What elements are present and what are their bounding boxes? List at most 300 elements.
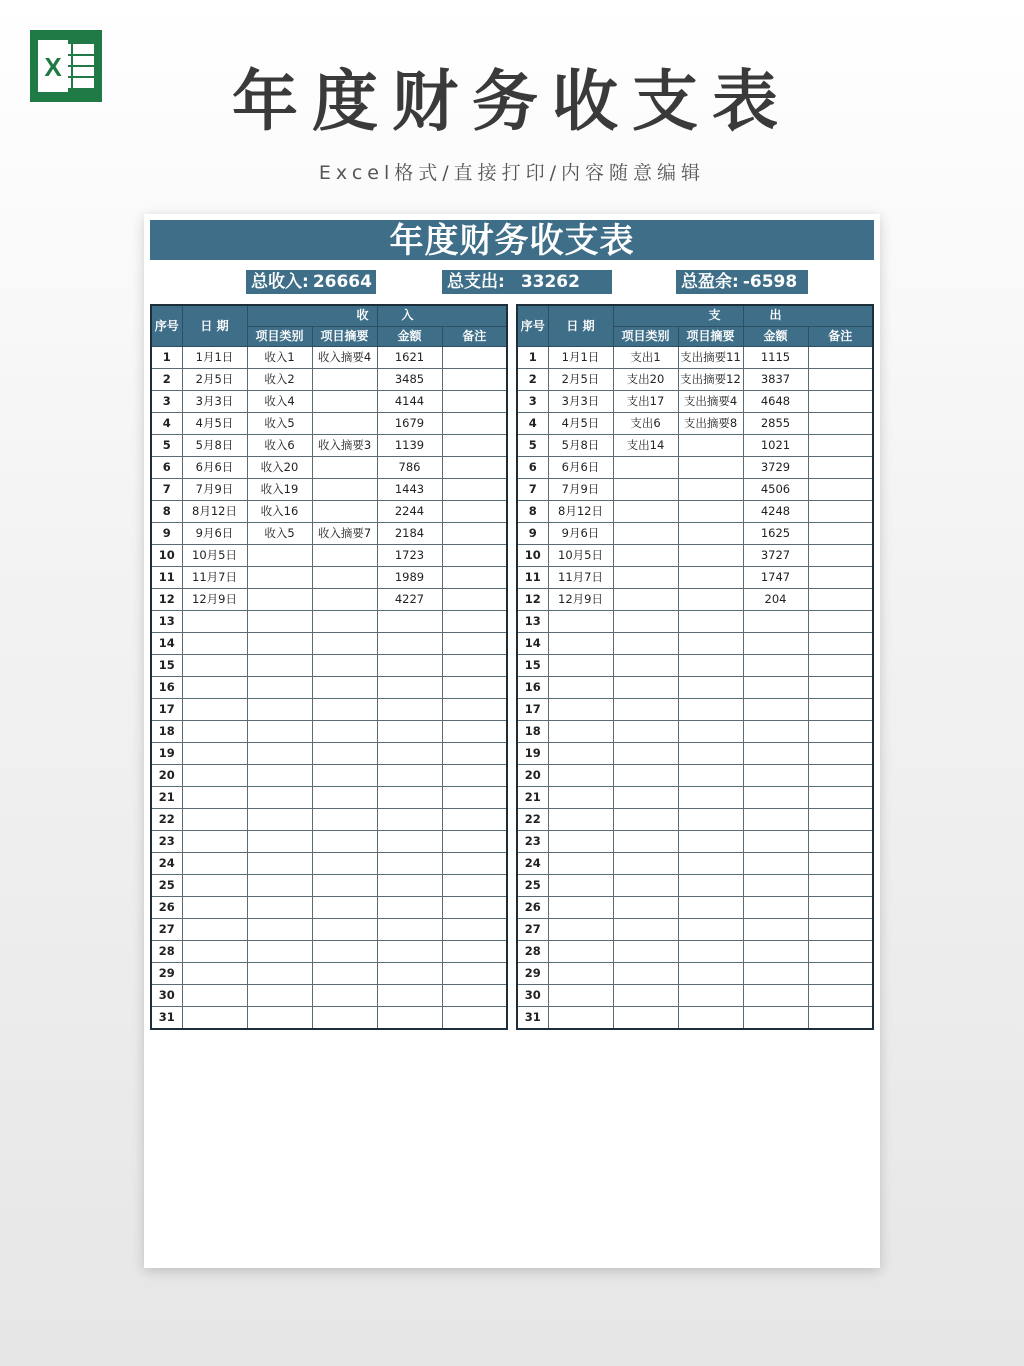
cell-seq[interactable]: 3 (151, 391, 182, 413)
cell-amount[interactable] (377, 633, 442, 655)
cell-amount[interactable] (743, 963, 808, 985)
cell-summary[interactable] (678, 567, 743, 589)
cell-note[interactable] (442, 391, 507, 413)
cell-date[interactable]: 1月1日 (182, 347, 247, 369)
cell-date[interactable] (548, 633, 613, 655)
cell-summary[interactable]: 支出摘要12 (678, 369, 743, 391)
cell-date[interactable] (548, 941, 613, 963)
cell-note[interactable] (808, 721, 873, 743)
cell-summary[interactable] (678, 985, 743, 1007)
cell-seq[interactable]: 27 (517, 919, 548, 941)
cell-summary[interactable] (312, 897, 377, 919)
cell-date[interactable] (548, 743, 613, 765)
cell-category[interactable] (247, 831, 312, 853)
cell-amount[interactable] (743, 611, 808, 633)
cell-date[interactable] (182, 699, 247, 721)
cell-date[interactable] (182, 721, 247, 743)
cell-summary[interactable] (678, 545, 743, 567)
cell-date[interactable] (548, 985, 613, 1007)
cell-category[interactable]: 支出17 (613, 391, 678, 413)
cell-amount[interactable] (377, 941, 442, 963)
cell-note[interactable] (442, 941, 507, 963)
cell-summary[interactable] (678, 765, 743, 787)
cell-category[interactable] (247, 985, 312, 1007)
cell-note[interactable] (442, 809, 507, 831)
cell-seq[interactable]: 31 (151, 1007, 182, 1030)
cell-note[interactable] (808, 501, 873, 523)
cell-summary[interactable] (312, 501, 377, 523)
cell-date[interactable]: 11月7日 (548, 567, 613, 589)
cell-date[interactable] (182, 919, 247, 941)
cell-seq[interactable]: 14 (517, 633, 548, 655)
cell-date[interactable]: 8月12日 (548, 501, 613, 523)
cell-amount[interactable]: 1443 (377, 479, 442, 501)
cell-category[interactable]: 收入5 (247, 413, 312, 435)
cell-summary[interactable] (678, 919, 743, 941)
cell-note[interactable] (808, 875, 873, 897)
cell-seq[interactable]: 10 (517, 545, 548, 567)
cell-amount[interactable] (377, 611, 442, 633)
cell-category[interactable] (247, 611, 312, 633)
cell-date[interactable] (548, 765, 613, 787)
cell-amount[interactable] (377, 699, 442, 721)
cell-summary[interactable] (312, 831, 377, 853)
cell-seq[interactable]: 16 (517, 677, 548, 699)
cell-summary[interactable] (678, 479, 743, 501)
cell-date[interactable] (182, 1007, 247, 1030)
cell-category[interactable] (613, 853, 678, 875)
cell-amount[interactable] (743, 853, 808, 875)
cell-seq[interactable]: 21 (151, 787, 182, 809)
cell-amount[interactable] (743, 1007, 808, 1030)
cell-seq[interactable]: 5 (151, 435, 182, 457)
cell-note[interactable] (808, 743, 873, 765)
cell-seq[interactable]: 6 (517, 457, 548, 479)
cell-summary[interactable]: 收入摘要4 (312, 347, 377, 369)
cell-note[interactable] (442, 479, 507, 501)
cell-category[interactable] (613, 875, 678, 897)
cell-date[interactable] (548, 875, 613, 897)
cell-note[interactable] (808, 347, 873, 369)
cell-amount[interactable] (743, 633, 808, 655)
cell-note[interactable] (442, 369, 507, 391)
cell-date[interactable] (548, 831, 613, 853)
cell-summary[interactable] (678, 963, 743, 985)
cell-date[interactable] (548, 1007, 613, 1030)
cell-amount[interactable]: 4648 (743, 391, 808, 413)
cell-note[interactable] (442, 523, 507, 545)
cell-summary[interactable] (312, 457, 377, 479)
cell-date[interactable] (548, 963, 613, 985)
cell-date[interactable]: 5月8日 (182, 435, 247, 457)
cell-amount[interactable] (743, 699, 808, 721)
cell-summary[interactable] (312, 809, 377, 831)
cell-category[interactable]: 收入5 (247, 523, 312, 545)
cell-summary[interactable] (678, 721, 743, 743)
cell-note[interactable] (808, 1007, 873, 1030)
cell-seq[interactable]: 12 (517, 589, 548, 611)
cell-category[interactable] (247, 743, 312, 765)
cell-category[interactable] (247, 897, 312, 919)
cell-note[interactable] (442, 963, 507, 985)
cell-amount[interactable]: 4506 (743, 479, 808, 501)
cell-seq[interactable]: 31 (517, 1007, 548, 1030)
cell-category[interactable] (613, 523, 678, 545)
cell-summary[interactable] (678, 831, 743, 853)
cell-amount[interactable] (377, 765, 442, 787)
cell-summary[interactable] (312, 1007, 377, 1030)
cell-seq[interactable]: 1 (517, 347, 548, 369)
cell-note[interactable] (808, 787, 873, 809)
cell-amount[interactable] (743, 677, 808, 699)
cell-date[interactable] (182, 655, 247, 677)
cell-seq[interactable]: 20 (151, 765, 182, 787)
cell-seq[interactable]: 23 (151, 831, 182, 853)
cell-seq[interactable]: 6 (151, 457, 182, 479)
cell-amount[interactable] (377, 655, 442, 677)
cell-amount[interactable]: 2855 (743, 413, 808, 435)
cell-summary[interactable] (678, 941, 743, 963)
cell-amount[interactable]: 786 (377, 457, 442, 479)
cell-note[interactable] (442, 875, 507, 897)
cell-amount[interactable]: 1989 (377, 567, 442, 589)
cell-category[interactable] (247, 1007, 312, 1030)
cell-amount[interactable] (743, 743, 808, 765)
cell-date[interactable]: 7月9日 (548, 479, 613, 501)
cell-amount[interactable] (743, 787, 808, 809)
cell-note[interactable] (442, 1007, 507, 1030)
cell-summary[interactable] (312, 545, 377, 567)
cell-amount[interactable]: 2244 (377, 501, 442, 523)
cell-category[interactable] (247, 875, 312, 897)
cell-category[interactable] (613, 677, 678, 699)
cell-note[interactable] (808, 435, 873, 457)
cell-note[interactable] (442, 743, 507, 765)
cell-note[interactable] (442, 831, 507, 853)
cell-category[interactable] (613, 545, 678, 567)
cell-category[interactable] (613, 699, 678, 721)
cell-summary[interactable] (678, 457, 743, 479)
cell-date[interactable] (182, 897, 247, 919)
cell-category[interactable] (247, 853, 312, 875)
cell-seq[interactable]: 21 (517, 787, 548, 809)
cell-category[interactable]: 支出1 (613, 347, 678, 369)
cell-note[interactable] (442, 765, 507, 787)
cell-note[interactable] (808, 765, 873, 787)
cell-amount[interactable]: 1139 (377, 435, 442, 457)
cell-amount[interactable] (377, 831, 442, 853)
cell-seq[interactable]: 18 (151, 721, 182, 743)
cell-category[interactable] (613, 611, 678, 633)
cell-note[interactable] (808, 699, 873, 721)
cell-summary[interactable] (312, 743, 377, 765)
cell-summary[interactable]: 支出摘要4 (678, 391, 743, 413)
cell-category[interactable] (247, 545, 312, 567)
cell-date[interactable] (182, 985, 247, 1007)
cell-seq[interactable]: 13 (517, 611, 548, 633)
cell-category[interactable] (613, 567, 678, 589)
cell-seq[interactable]: 30 (517, 985, 548, 1007)
cell-seq[interactable]: 23 (517, 831, 548, 853)
cell-category[interactable] (613, 1007, 678, 1030)
cell-amount[interactable] (377, 743, 442, 765)
cell-seq[interactable]: 17 (151, 699, 182, 721)
cell-date[interactable] (548, 677, 613, 699)
cell-category[interactable] (247, 677, 312, 699)
cell-note[interactable] (442, 787, 507, 809)
cell-amount[interactable]: 1625 (743, 523, 808, 545)
cell-note[interactable] (808, 963, 873, 985)
cell-note[interactable] (442, 655, 507, 677)
cell-summary[interactable]: 支出摘要8 (678, 413, 743, 435)
cell-summary[interactable] (678, 743, 743, 765)
cell-note[interactable] (808, 369, 873, 391)
cell-category[interactable] (613, 787, 678, 809)
cell-seq[interactable]: 19 (151, 743, 182, 765)
cell-amount[interactable]: 1115 (743, 347, 808, 369)
cell-note[interactable] (442, 721, 507, 743)
cell-amount[interactable] (743, 831, 808, 853)
cell-summary[interactable] (678, 611, 743, 633)
cell-note[interactable] (808, 941, 873, 963)
cell-date[interactable]: 8月12日 (182, 501, 247, 523)
cell-summary[interactable] (678, 655, 743, 677)
cell-category[interactable]: 收入6 (247, 435, 312, 457)
cell-summary[interactable] (678, 875, 743, 897)
cell-category[interactable] (247, 699, 312, 721)
cell-date[interactable] (182, 611, 247, 633)
cell-note[interactable] (442, 699, 507, 721)
cell-note[interactable] (808, 589, 873, 611)
cell-summary[interactable] (312, 853, 377, 875)
cell-category[interactable]: 收入20 (247, 457, 312, 479)
cell-date[interactable]: 2月5日 (182, 369, 247, 391)
cell-amount[interactable]: 4227 (377, 589, 442, 611)
cell-amount[interactable]: 1747 (743, 567, 808, 589)
cell-category[interactable] (247, 963, 312, 985)
cell-date[interactable]: 1月1日 (548, 347, 613, 369)
cell-seq[interactable]: 9 (517, 523, 548, 545)
cell-summary[interactable] (312, 721, 377, 743)
cell-note[interactable] (442, 589, 507, 611)
cell-amount[interactable] (377, 963, 442, 985)
cell-note[interactable] (808, 809, 873, 831)
cell-summary[interactable]: 收入摘要7 (312, 523, 377, 545)
cell-date[interactable] (182, 853, 247, 875)
cell-summary[interactable] (312, 677, 377, 699)
cell-seq[interactable]: 29 (517, 963, 548, 985)
cell-note[interactable] (808, 523, 873, 545)
cell-note[interactable] (808, 853, 873, 875)
cell-category[interactable] (613, 633, 678, 655)
cell-category[interactable] (247, 765, 312, 787)
cell-seq[interactable]: 14 (151, 633, 182, 655)
cell-note[interactable] (442, 633, 507, 655)
cell-seq[interactable]: 2 (517, 369, 548, 391)
cell-date[interactable] (548, 853, 613, 875)
cell-amount[interactable] (743, 985, 808, 1007)
cell-seq[interactable]: 24 (151, 853, 182, 875)
cell-category[interactable]: 收入2 (247, 369, 312, 391)
cell-summary[interactable] (678, 677, 743, 699)
cell-date[interactable]: 12月9日 (182, 589, 247, 611)
cell-summary[interactable] (312, 699, 377, 721)
cell-category[interactable] (613, 963, 678, 985)
cell-summary[interactable] (678, 435, 743, 457)
cell-amount[interactable]: 1679 (377, 413, 442, 435)
cell-summary[interactable] (678, 523, 743, 545)
cell-summary[interactable] (312, 985, 377, 1007)
cell-seq[interactable]: 18 (517, 721, 548, 743)
cell-seq[interactable]: 27 (151, 919, 182, 941)
cell-category[interactable] (613, 743, 678, 765)
cell-note[interactable] (442, 677, 507, 699)
cell-note[interactable] (442, 457, 507, 479)
cell-date[interactable] (548, 655, 613, 677)
cell-category[interactable] (613, 941, 678, 963)
cell-summary[interactable] (678, 589, 743, 611)
cell-note[interactable] (442, 919, 507, 941)
cell-seq[interactable]: 26 (151, 897, 182, 919)
cell-category[interactable] (613, 589, 678, 611)
cell-category[interactable] (613, 457, 678, 479)
cell-note[interactable] (808, 457, 873, 479)
cell-date[interactable] (182, 677, 247, 699)
cell-seq[interactable]: 7 (151, 479, 182, 501)
cell-note[interactable] (808, 545, 873, 567)
cell-date[interactable]: 5月8日 (548, 435, 613, 457)
cell-seq[interactable]: 15 (151, 655, 182, 677)
cell-summary[interactable] (678, 853, 743, 875)
cell-category[interactable]: 收入1 (247, 347, 312, 369)
cell-note[interactable] (808, 897, 873, 919)
cell-category[interactable] (247, 589, 312, 611)
cell-seq[interactable]: 17 (517, 699, 548, 721)
cell-amount[interactable] (377, 787, 442, 809)
cell-date[interactable] (548, 699, 613, 721)
cell-date[interactable]: 7月9日 (182, 479, 247, 501)
cell-date[interactable] (182, 765, 247, 787)
cell-note[interactable] (442, 611, 507, 633)
cell-date[interactable]: 6月6日 (182, 457, 247, 479)
cell-note[interactable] (808, 633, 873, 655)
cell-date[interactable] (182, 809, 247, 831)
cell-amount[interactable] (377, 875, 442, 897)
cell-date[interactable] (548, 897, 613, 919)
cell-date[interactable] (548, 611, 613, 633)
cell-seq[interactable]: 15 (517, 655, 548, 677)
cell-summary[interactable] (312, 633, 377, 655)
cell-summary[interactable] (678, 699, 743, 721)
cell-date[interactable]: 6月6日 (548, 457, 613, 479)
cell-note[interactable] (808, 985, 873, 1007)
cell-summary[interactable] (678, 1007, 743, 1030)
cell-summary[interactable] (312, 479, 377, 501)
cell-seq[interactable]: 12 (151, 589, 182, 611)
cell-seq[interactable]: 22 (151, 809, 182, 831)
cell-seq[interactable]: 3 (517, 391, 548, 413)
cell-seq[interactable]: 2 (151, 369, 182, 391)
cell-seq[interactable]: 20 (517, 765, 548, 787)
cell-seq[interactable]: 1 (151, 347, 182, 369)
cell-date[interactable]: 9月6日 (548, 523, 613, 545)
cell-category[interactable] (247, 787, 312, 809)
cell-seq[interactable]: 11 (517, 567, 548, 589)
cell-category[interactable] (247, 809, 312, 831)
cell-date[interactable] (182, 963, 247, 985)
cell-category[interactable] (247, 567, 312, 589)
cell-category[interactable] (247, 655, 312, 677)
cell-note[interactable] (808, 479, 873, 501)
cell-note[interactable] (442, 435, 507, 457)
cell-seq[interactable]: 25 (517, 875, 548, 897)
cell-amount[interactable] (743, 721, 808, 743)
cell-summary[interactable] (312, 875, 377, 897)
cell-note[interactable] (442, 545, 507, 567)
cell-seq[interactable]: 30 (151, 985, 182, 1007)
cell-category[interactable] (613, 809, 678, 831)
cell-note[interactable] (808, 831, 873, 853)
cell-category[interactable] (247, 941, 312, 963)
cell-summary[interactable] (312, 391, 377, 413)
cell-amount[interactable] (743, 875, 808, 897)
cell-amount[interactable] (743, 941, 808, 963)
cell-seq[interactable]: 16 (151, 677, 182, 699)
cell-amount[interactable]: 3485 (377, 369, 442, 391)
cell-category[interactable]: 支出6 (613, 413, 678, 435)
cell-seq[interactable]: 7 (517, 479, 548, 501)
cell-seq[interactable]: 25 (151, 875, 182, 897)
cell-amount[interactable]: 1621 (377, 347, 442, 369)
cell-note[interactable] (808, 611, 873, 633)
cell-amount[interactable] (743, 897, 808, 919)
cell-summary[interactable] (312, 655, 377, 677)
cell-seq[interactable]: 8 (151, 501, 182, 523)
cell-category[interactable] (613, 655, 678, 677)
cell-note[interactable] (808, 391, 873, 413)
cell-date[interactable] (548, 809, 613, 831)
cell-date[interactable] (182, 787, 247, 809)
cell-category[interactable] (613, 479, 678, 501)
cell-seq[interactable]: 26 (517, 897, 548, 919)
cell-seq[interactable]: 19 (517, 743, 548, 765)
cell-date[interactable]: 9月6日 (182, 523, 247, 545)
cell-note[interactable] (808, 919, 873, 941)
cell-note[interactable] (442, 501, 507, 523)
cell-seq[interactable]: 13 (151, 611, 182, 633)
cell-category[interactable] (247, 721, 312, 743)
cell-amount[interactable]: 3729 (743, 457, 808, 479)
cell-note[interactable] (442, 567, 507, 589)
cell-category[interactable] (247, 633, 312, 655)
cell-category[interactable] (613, 985, 678, 1007)
cell-amount[interactable] (743, 655, 808, 677)
cell-seq[interactable]: 22 (517, 809, 548, 831)
cell-category[interactable]: 收入4 (247, 391, 312, 413)
cell-category[interactable] (247, 919, 312, 941)
cell-date[interactable]: 11月7日 (182, 567, 247, 589)
cell-date[interactable]: 3月3日 (548, 391, 613, 413)
cell-amount[interactable] (377, 919, 442, 941)
cell-summary[interactable] (312, 413, 377, 435)
cell-summary[interactable] (312, 611, 377, 633)
cell-seq[interactable]: 5 (517, 435, 548, 457)
cell-amount[interactable]: 3837 (743, 369, 808, 391)
cell-date[interactable] (548, 787, 613, 809)
cell-summary[interactable] (678, 633, 743, 655)
cell-summary[interactable] (678, 897, 743, 919)
cell-seq[interactable]: 28 (517, 941, 548, 963)
